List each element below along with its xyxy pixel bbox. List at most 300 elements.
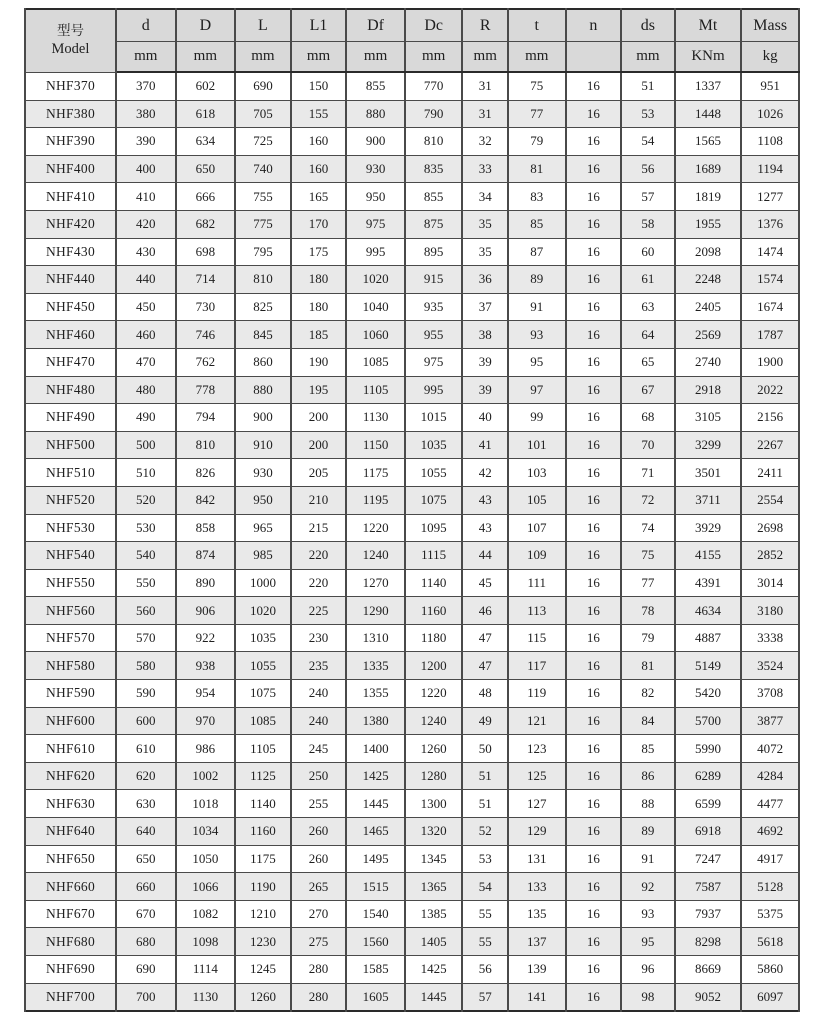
value-cell: 34: [462, 183, 507, 211]
table-row: [25, 100, 799, 128]
value-cell: 1495: [346, 845, 405, 873]
model-cell: NHF490: [25, 404, 116, 432]
value-cell: 265: [291, 873, 347, 901]
unit-Dc: mm: [405, 42, 463, 73]
value-cell: 880: [346, 100, 405, 128]
value-cell: 51: [462, 762, 507, 790]
unit-Mt: KNm: [675, 42, 742, 73]
table-row: [25, 845, 799, 873]
value-cell: 91: [621, 845, 675, 873]
table-row: [25, 956, 799, 984]
model-cell: NHF620: [25, 762, 116, 790]
value-cell: 115: [508, 624, 566, 652]
value-cell: 185: [291, 321, 347, 349]
value-cell: 40: [462, 404, 507, 432]
value-cell: 60: [621, 238, 675, 266]
value-cell: 91: [508, 293, 566, 321]
table-row: [25, 680, 799, 708]
table-row: [25, 597, 799, 625]
value-cell: 56: [462, 956, 507, 984]
value-cell: 119: [508, 680, 566, 708]
unit-ds: mm: [621, 42, 675, 73]
value-cell: 43: [462, 486, 507, 514]
value-cell: 995: [405, 376, 463, 404]
model-cell: NHF460: [25, 321, 116, 349]
value-cell: 1098: [176, 928, 236, 956]
value-cell: 1585: [346, 956, 405, 984]
value-cell: 5990: [675, 735, 742, 763]
value-cell: 47: [462, 624, 507, 652]
model-cell: NHF600: [25, 707, 116, 735]
value-cell: 123: [508, 735, 566, 763]
value-cell: 8669: [675, 956, 742, 984]
value-cell: 950: [235, 486, 291, 514]
value-cell: 4634: [675, 597, 742, 625]
col-header-t: t: [508, 9, 566, 42]
value-cell: 570: [116, 624, 176, 652]
value-cell: 16: [566, 928, 622, 956]
value-cell: 858: [176, 514, 236, 542]
value-cell: 450: [116, 293, 176, 321]
value-cell: 1385: [405, 900, 463, 928]
value-cell: 1220: [346, 514, 405, 542]
value-cell: 220: [291, 542, 347, 570]
value-cell: 87: [508, 238, 566, 266]
value-cell: 666: [176, 183, 236, 211]
value-cell: 38: [462, 321, 507, 349]
value-cell: 55: [462, 900, 507, 928]
value-cell: 139: [508, 956, 566, 984]
value-cell: 79: [508, 128, 566, 156]
value-cell: 16: [566, 845, 622, 873]
value-cell: 16: [566, 128, 622, 156]
value-cell: 1066: [176, 873, 236, 901]
value-cell: 700: [116, 983, 176, 1011]
value-cell: 420: [116, 210, 176, 238]
value-cell: 986: [176, 735, 236, 763]
value-cell: 65: [621, 348, 675, 376]
value-cell: 440: [116, 266, 176, 294]
col-header-Mass: Mass: [741, 9, 799, 42]
value-cell: 5149: [675, 652, 742, 680]
value-cell: 33: [462, 155, 507, 183]
value-cell: 698: [176, 238, 236, 266]
value-cell: 32: [462, 128, 507, 156]
value-cell: 2554: [741, 486, 799, 514]
model-cell: NHF650: [25, 845, 116, 873]
value-cell: 1565: [675, 128, 742, 156]
model-cell: NHF520: [25, 486, 116, 514]
value-cell: 826: [176, 459, 236, 487]
value-cell: 634: [176, 128, 236, 156]
value-cell: 58: [621, 210, 675, 238]
value-cell: 4692: [741, 818, 799, 846]
col-header-model: [25, 9, 116, 72]
col-header-L: L: [235, 9, 291, 42]
value-cell: 107: [508, 514, 566, 542]
value-cell: 51: [462, 790, 507, 818]
value-cell: 3105: [675, 404, 742, 432]
value-cell: 1574: [741, 266, 799, 294]
value-cell: 1405: [405, 928, 463, 956]
value-cell: 16: [566, 900, 622, 928]
value-cell: 470: [116, 348, 176, 376]
value-cell: 53: [462, 845, 507, 873]
value-cell: 16: [566, 183, 622, 211]
value-cell: 1075: [405, 486, 463, 514]
table-row: [25, 900, 799, 928]
value-cell: 3929: [675, 514, 742, 542]
value-cell: 410: [116, 183, 176, 211]
value-cell: 3877: [741, 707, 799, 735]
table-row: [25, 486, 799, 514]
value-cell: 57: [621, 183, 675, 211]
value-cell: 260: [291, 845, 347, 873]
value-cell: 135: [508, 900, 566, 928]
model-cell: NHF550: [25, 569, 116, 597]
value-cell: 1300: [405, 790, 463, 818]
value-cell: 4391: [675, 569, 742, 597]
value-cell: 3014: [741, 569, 799, 597]
col-header-R: R: [462, 9, 507, 42]
spec-table-body: [25, 72, 799, 1011]
col-header-L1: L1: [291, 9, 347, 42]
col-header-D: D: [176, 9, 236, 42]
value-cell: 762: [176, 348, 236, 376]
value-cell: 480: [116, 376, 176, 404]
model-cell: NHF370: [25, 72, 116, 100]
value-cell: 1060: [346, 321, 405, 349]
value-cell: 1020: [235, 597, 291, 625]
value-cell: 951: [741, 72, 799, 100]
table-row: [25, 652, 799, 680]
table-row: [25, 983, 799, 1011]
value-cell: 16: [566, 569, 622, 597]
value-cell: 1085: [235, 707, 291, 735]
value-cell: 160: [291, 128, 347, 156]
value-cell: 1140: [235, 790, 291, 818]
value-cell: 975: [405, 348, 463, 376]
value-cell: 50: [462, 735, 507, 763]
table-row: [25, 321, 799, 349]
value-cell: 275: [291, 928, 347, 956]
value-cell: 1240: [346, 542, 405, 570]
value-cell: 690: [116, 956, 176, 984]
value-cell: 835: [405, 155, 463, 183]
col-header-n: n: [566, 9, 622, 42]
value-cell: 915: [405, 266, 463, 294]
value-cell: 97: [508, 376, 566, 404]
value-cell: 93: [621, 900, 675, 928]
value-cell: 520: [116, 486, 176, 514]
value-cell: 1380: [346, 707, 405, 735]
value-cell: 260: [291, 818, 347, 846]
value-cell: 16: [566, 818, 622, 846]
value-cell: 602: [176, 72, 236, 100]
value-cell: 64: [621, 321, 675, 349]
table-row: [25, 348, 799, 376]
value-cell: 16: [566, 624, 622, 652]
value-cell: 89: [621, 818, 675, 846]
value-cell: 1474: [741, 238, 799, 266]
table-row: [25, 928, 799, 956]
value-cell: 630: [116, 790, 176, 818]
unit-L1: mm: [291, 42, 347, 73]
unit-D: mm: [176, 42, 236, 73]
table-row: [25, 376, 799, 404]
value-cell: 99: [508, 404, 566, 432]
value-cell: 794: [176, 404, 236, 432]
value-cell: 16: [566, 956, 622, 984]
value-cell: 950: [346, 183, 405, 211]
value-cell: 7937: [675, 900, 742, 928]
value-cell: 965: [235, 514, 291, 542]
value-cell: 650: [116, 845, 176, 873]
value-cell: 52: [462, 818, 507, 846]
model-cell: NHF400: [25, 155, 116, 183]
value-cell: 2411: [741, 459, 799, 487]
header-unit-row: [25, 42, 799, 73]
table-row: [25, 818, 799, 846]
value-cell: 1355: [346, 680, 405, 708]
value-cell: 1125: [235, 762, 291, 790]
value-cell: 6097: [741, 983, 799, 1011]
value-cell: 1365: [405, 873, 463, 901]
value-cell: 7247: [675, 845, 742, 873]
value-cell: 1075: [235, 680, 291, 708]
value-cell: 83: [508, 183, 566, 211]
value-cell: 690: [235, 72, 291, 100]
value-cell: 922: [176, 624, 236, 652]
table-row: [25, 542, 799, 570]
value-cell: 205: [291, 459, 347, 487]
value-cell: 935: [405, 293, 463, 321]
value-cell: 795: [235, 238, 291, 266]
value-cell: 790: [405, 100, 463, 128]
value-cell: 1105: [235, 735, 291, 763]
value-cell: 210: [291, 486, 347, 514]
value-cell: 930: [235, 459, 291, 487]
value-cell: 5128: [741, 873, 799, 901]
value-cell: 117: [508, 652, 566, 680]
model-cell: NHF560: [25, 597, 116, 625]
value-cell: 725: [235, 128, 291, 156]
value-cell: 875: [405, 210, 463, 238]
value-cell: 3299: [675, 431, 742, 459]
value-cell: 810: [176, 431, 236, 459]
table-row: [25, 155, 799, 183]
value-cell: 1085: [346, 348, 405, 376]
value-cell: 165: [291, 183, 347, 211]
value-cell: 16: [566, 155, 622, 183]
value-cell: 95: [621, 928, 675, 956]
value-cell: 3180: [741, 597, 799, 625]
value-cell: 1015: [405, 404, 463, 432]
table-row: [25, 459, 799, 487]
model-cell: NHF440: [25, 266, 116, 294]
value-cell: 47: [462, 652, 507, 680]
value-cell: 16: [566, 404, 622, 432]
model-cell: NHF580: [25, 652, 116, 680]
value-cell: 530: [116, 514, 176, 542]
value-cell: 113: [508, 597, 566, 625]
col-header-Dc: Dc: [405, 9, 463, 42]
value-cell: 45: [462, 569, 507, 597]
table-row: [25, 569, 799, 597]
value-cell: 280: [291, 983, 347, 1011]
value-cell: 1445: [405, 983, 463, 1011]
value-cell: 1105: [346, 376, 405, 404]
value-cell: 370: [116, 72, 176, 100]
col-header-Mt: Mt: [675, 9, 742, 42]
value-cell: 82: [621, 680, 675, 708]
value-cell: 4155: [675, 542, 742, 570]
value-cell: 245: [291, 735, 347, 763]
value-cell: 825: [235, 293, 291, 321]
table-row: [25, 183, 799, 211]
value-cell: 78: [621, 597, 675, 625]
value-cell: 1819: [675, 183, 742, 211]
value-cell: 1034: [176, 818, 236, 846]
value-cell: 995: [346, 238, 405, 266]
model-cell: NHF530: [25, 514, 116, 542]
value-cell: 235: [291, 652, 347, 680]
value-cell: 682: [176, 210, 236, 238]
value-cell: 845: [235, 321, 291, 349]
value-cell: 2569: [675, 321, 742, 349]
value-cell: 72: [621, 486, 675, 514]
value-cell: 855: [405, 183, 463, 211]
model-cell: NHF510: [25, 459, 116, 487]
value-cell: 1425: [405, 956, 463, 984]
model-cell: NHF470: [25, 348, 116, 376]
value-cell: 3711: [675, 486, 742, 514]
value-cell: 705: [235, 100, 291, 128]
value-cell: 150: [291, 72, 347, 100]
value-cell: 1180: [405, 624, 463, 652]
value-cell: 1035: [235, 624, 291, 652]
value-cell: 39: [462, 348, 507, 376]
value-cell: 810: [405, 128, 463, 156]
value-cell: 127: [508, 790, 566, 818]
value-cell: 141: [508, 983, 566, 1011]
model-cell: NHF690: [25, 956, 116, 984]
value-cell: 160: [291, 155, 347, 183]
value-cell: 1465: [346, 818, 405, 846]
value-cell: 580: [116, 652, 176, 680]
value-cell: 1290: [346, 597, 405, 625]
value-cell: 68: [621, 404, 675, 432]
value-cell: 600: [116, 707, 176, 735]
value-cell: 6918: [675, 818, 742, 846]
value-cell: 5375: [741, 900, 799, 928]
value-cell: 54: [462, 873, 507, 901]
value-cell: 16: [566, 321, 622, 349]
value-cell: 1195: [346, 486, 405, 514]
value-cell: 1150: [346, 431, 405, 459]
value-cell: 1425: [346, 762, 405, 790]
value-cell: 71: [621, 459, 675, 487]
value-cell: 240: [291, 707, 347, 735]
table-row: [25, 707, 799, 735]
value-cell: 1310: [346, 624, 405, 652]
model-cell: NHF380: [25, 100, 116, 128]
value-cell: 778: [176, 376, 236, 404]
value-cell: 1082: [176, 900, 236, 928]
table-row: [25, 790, 799, 818]
value-cell: 56: [621, 155, 675, 183]
value-cell: 1194: [741, 155, 799, 183]
value-cell: 16: [566, 376, 622, 404]
value-cell: 3338: [741, 624, 799, 652]
value-cell: 1320: [405, 818, 463, 846]
value-cell: 5618: [741, 928, 799, 956]
value-cell: 1040: [346, 293, 405, 321]
value-cell: 1095: [405, 514, 463, 542]
value-cell: 1335: [346, 652, 405, 680]
value-cell: 125: [508, 762, 566, 790]
model-cell: NHF420: [25, 210, 116, 238]
value-cell: 16: [566, 100, 622, 128]
col-header-Df: Df: [346, 9, 405, 42]
value-cell: 280: [291, 956, 347, 984]
value-cell: 170: [291, 210, 347, 238]
value-cell: 740: [235, 155, 291, 183]
table-row: [25, 128, 799, 156]
value-cell: 46: [462, 597, 507, 625]
value-cell: 16: [566, 597, 622, 625]
value-cell: 16: [566, 486, 622, 514]
value-cell: 1900: [741, 348, 799, 376]
value-cell: 1220: [405, 680, 463, 708]
value-cell: 75: [621, 542, 675, 570]
value-cell: 16: [566, 735, 622, 763]
table-row: [25, 210, 799, 238]
value-cell: 77: [621, 569, 675, 597]
table-row: [25, 238, 799, 266]
value-cell: 70: [621, 431, 675, 459]
value-cell: 230: [291, 624, 347, 652]
value-cell: 92: [621, 873, 675, 901]
value-cell: 1448: [675, 100, 742, 128]
model-cell: NHF410: [25, 183, 116, 211]
value-cell: 31: [462, 72, 507, 100]
value-cell: 79: [621, 624, 675, 652]
value-cell: 1337: [675, 72, 742, 100]
model-cell: NHF590: [25, 680, 116, 708]
spec-table: [24, 8, 800, 1012]
col-header-ds: ds: [621, 9, 675, 42]
value-cell: 1260: [235, 983, 291, 1011]
value-cell: 855: [346, 72, 405, 100]
model-cell: NHF570: [25, 624, 116, 652]
value-cell: 1674: [741, 293, 799, 321]
value-cell: 975: [346, 210, 405, 238]
value-cell: 225: [291, 597, 347, 625]
value-cell: 16: [566, 707, 622, 735]
value-cell: 1345: [405, 845, 463, 873]
value-cell: 380: [116, 100, 176, 128]
value-cell: 1200: [405, 652, 463, 680]
value-cell: 1376: [741, 210, 799, 238]
table-row: [25, 624, 799, 652]
value-cell: 490: [116, 404, 176, 432]
value-cell: 910: [235, 431, 291, 459]
value-cell: 86: [621, 762, 675, 790]
value-cell: 1000: [235, 569, 291, 597]
value-cell: 131: [508, 845, 566, 873]
value-cell: 180: [291, 266, 347, 294]
